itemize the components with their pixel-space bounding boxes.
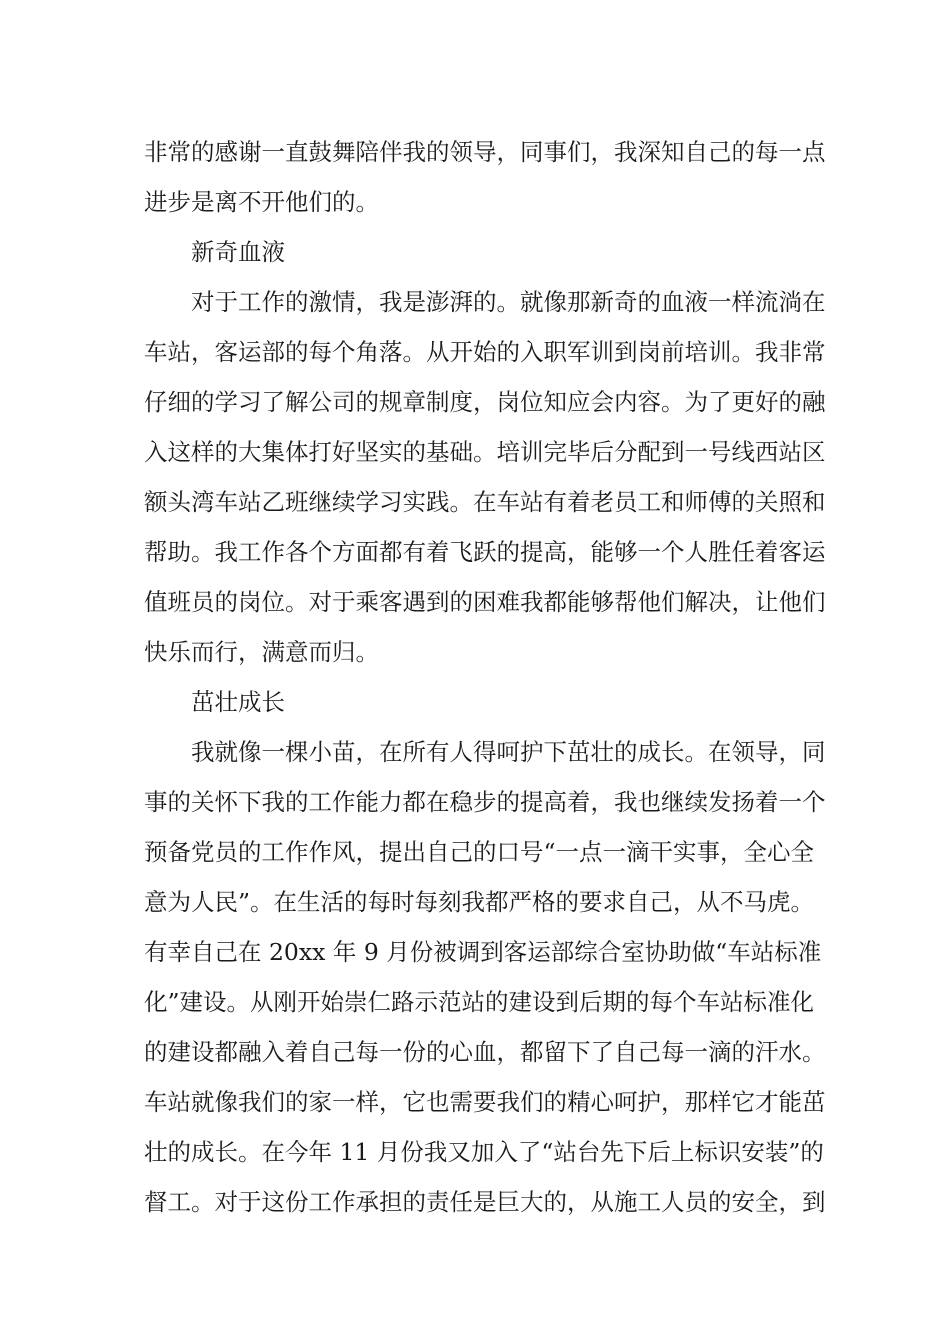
text-line: 预备党员的工作作风，提出自己的口号“一点一滴干实事，全心全 bbox=[144, 838, 815, 866]
text-line: 非常的感谢一直鼓舞陪伴我的领导，同事们，我深知自己的每一点 bbox=[144, 138, 826, 166]
document-body bbox=[144, 127, 826, 1227]
text-line: 快乐而行，满意而归。 bbox=[144, 638, 379, 666]
text-line: 事的关怀下我的工作能力都在稳步的提高着，我也继续发扬着一个 bbox=[144, 788, 826, 816]
text-line: 入这样的大集体打好坚实的基础。培训完毕后分配到一号线西站区 bbox=[144, 438, 826, 466]
text-line: 有幸自己在 20xx 年 9 月份被调到客运部综合室协助做“车站标准 bbox=[144, 938, 822, 966]
text-line: 对于工作的激情，我是澎湃的。就像那新奇的血液一样流淌在 bbox=[191, 288, 826, 316]
text-line: 化”建设。从刚开始崇仁路示范站的建设到后期的每个车站标准化 bbox=[144, 988, 815, 1016]
text-line: 车站，客运部的每个角落。从开始的入职军训到岗前培训。我非常 bbox=[144, 338, 826, 366]
text-line: 我就像一棵小苗，在所有人得呵护下茁壮的成长。在领导，同 bbox=[191, 738, 826, 766]
text-line: 进步是离不开他们的。 bbox=[144, 188, 379, 216]
text-line: 督工。对于这份工作承担的责任是巨大的，从施工人员的安全，到 bbox=[144, 1188, 826, 1216]
text-line: 茁壮成长 bbox=[191, 688, 285, 716]
text-line: 意为人民”。在生活的每时每刻我都严格的要求自己，从不马虎。 bbox=[144, 888, 815, 916]
text-line: 仔细的学习了解公司的规章制度，岗位知应会内容。为了更好的融 bbox=[144, 388, 826, 416]
text-line: 新奇血液 bbox=[191, 238, 285, 266]
text-line: 的建设都融入着自己每一份的心血，都留下了自己每一滴的汗水。 bbox=[144, 1038, 826, 1066]
text-line: 壮的成长。在今年 11 月份我又加入了“站台先下后上标识安装”的 bbox=[144, 1138, 824, 1166]
text-line: 额头湾车站乙班继续学习实践。在车站有着老员工和师傅的关照和 bbox=[144, 488, 826, 516]
text-line: 帮助。我工作各个方面都有着飞跃的提高，能够一个人胜任着客运 bbox=[144, 538, 826, 566]
text-line: 车站就像我们的家一样，它也需要我们的精心呵护，那样它才能茁 bbox=[144, 1088, 826, 1116]
text-line: 值班员的岗位。对于乘客遇到的困难我都能够帮他们解决，让他们 bbox=[144, 588, 826, 616]
